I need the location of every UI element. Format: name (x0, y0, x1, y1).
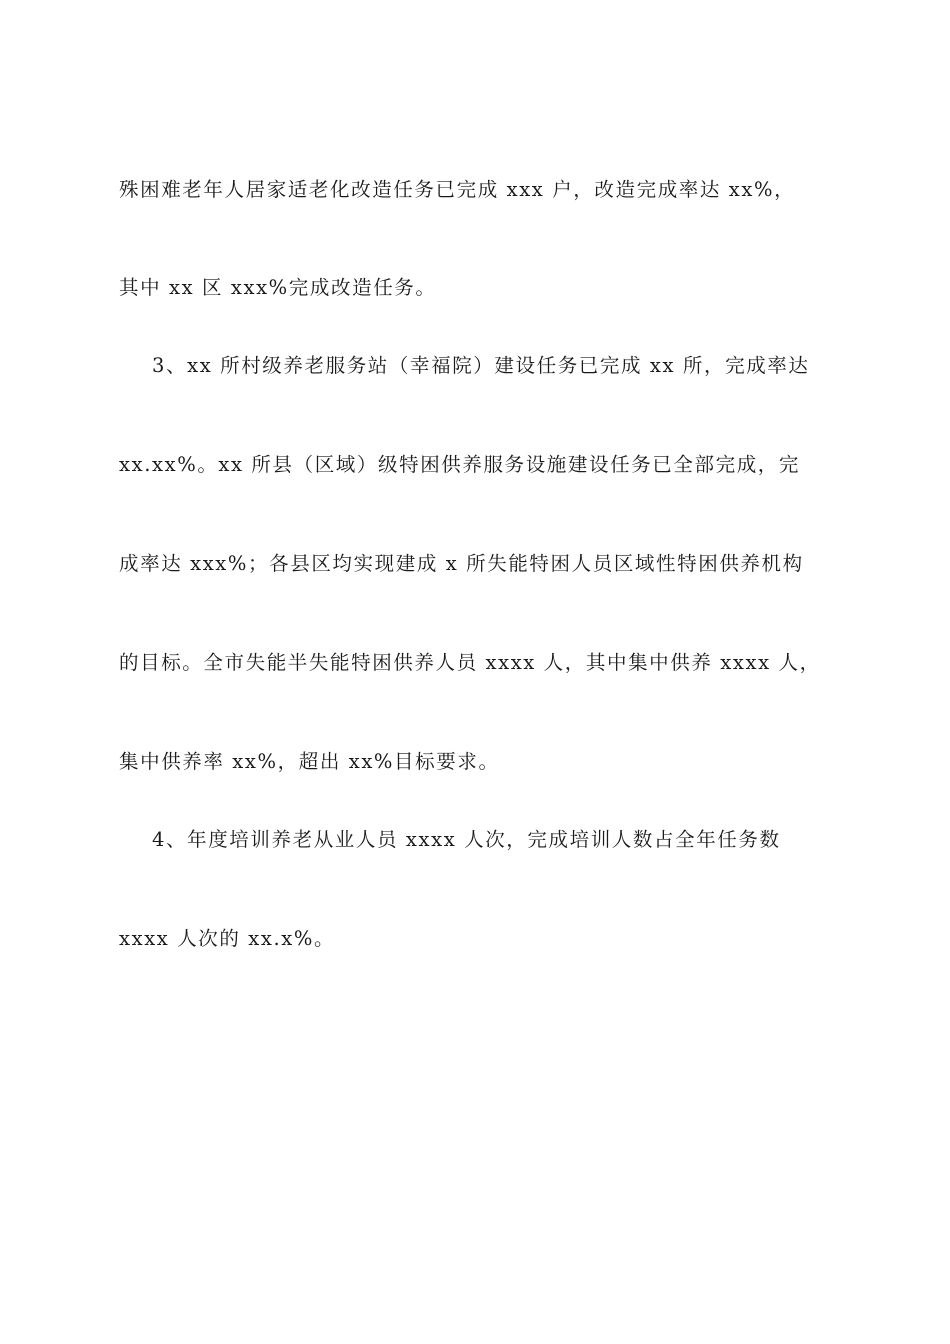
paragraph-line: 殊困难老年人居家适老化改造任务已完成 xxx 户，改造完成率达 xx%， (119, 178, 796, 201)
paragraph-line: 3、xx 所村级养老服务站（幸福院）建设任务已完成 xx 所，完成率达 (152, 354, 810, 377)
paragraph-line: xxxx 人次的 xx.x%。 (119, 927, 336, 950)
paragraph-line: 4、年度培训养老从业人员 xxxx 人次，完成培训人数占全年任务数 (152, 828, 781, 851)
paragraph-line: 成率达 xxx%；各县区均实现建成 x 所失能特困人员区域性特困供养机构 (119, 552, 804, 575)
paragraph-line: 的目标。全市失能半失能特困供养人员 xxxx 人，其中集中供养 xxxx 人， (119, 651, 821, 674)
paragraph-line: xx.xx%。xx 所县（区域）级特困供养服务设施建设任务已全部完成，完 (119, 453, 801, 476)
paragraph-line: 集中供养率 xx%，超出 xx%目标要求。 (119, 750, 500, 773)
paragraph-line: 其中 xx 区 xxx%完成改造任务。 (119, 276, 437, 299)
